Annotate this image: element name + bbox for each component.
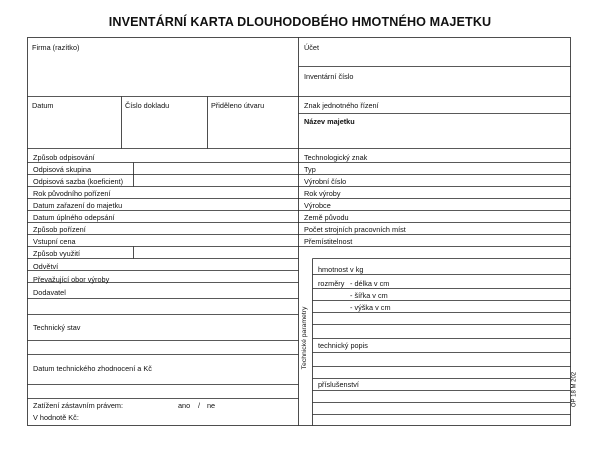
datum-label: Datum <box>32 101 54 110</box>
delka-label: - délka v cm <box>350 279 390 288</box>
hmotnost-label: hmotnost v kg <box>318 265 364 274</box>
vyska-label: - výška v cm <box>350 303 391 312</box>
left-row-label: Odvětví <box>33 262 59 271</box>
technicky-popis-label: technický popis <box>318 341 368 350</box>
left-row-label: Datum úplného odepsání <box>33 213 115 222</box>
form-title: INVENTÁRNÍ KARTA DLOUHODOBÉHO HMOTNÉHO MAJETKU <box>108 15 492 29</box>
right-row-label: Země původu <box>304 213 349 222</box>
zastava-ano: ano <box>178 401 191 410</box>
nazev-majetku-label: Název majetku <box>304 117 355 126</box>
inventarni-cislo-label: Inventární číslo <box>304 72 354 81</box>
right-row-label: Výrobce <box>304 201 331 210</box>
right-row-label: Výrobní číslo <box>304 177 347 186</box>
hodnota-label: V hodnotě Kč: <box>33 413 79 422</box>
left-row-label: Odpisová sazba (koeficient) <box>33 177 124 186</box>
left-row-label: Způsob využití <box>33 249 81 258</box>
left-row-label: Datum technického zhodnocení a Kč <box>33 364 152 373</box>
zastava-label: Zatížení zástavním právem: <box>33 401 124 410</box>
right-row-label: Typ <box>304 165 316 174</box>
sirka-label: - šířka v cm <box>350 291 388 300</box>
left-row-label: Rok původního pořízení <box>33 189 111 198</box>
rozmery-label: rozměry <box>318 279 345 288</box>
right-row-label: Počet strojních pracovních míst <box>304 225 406 234</box>
left-row-label: Převažující obor výroby <box>33 275 110 284</box>
zastava-slash: / <box>198 401 201 410</box>
left-row-label: Odpisová skupina <box>33 165 92 174</box>
left-row-label: Dodavatel <box>33 288 66 297</box>
left-row-label: Datum zařazení do majetku <box>33 201 123 210</box>
right-row-label: Rok výroby <box>304 189 341 198</box>
ucet-label: Účet <box>304 43 320 52</box>
left-row-label: Technický stav <box>33 323 81 332</box>
left-row-label: Způsob pořízení <box>33 225 86 234</box>
cislo-dokladu-label: Číslo dokladu <box>125 101 170 110</box>
form-code: OP 18 M 202 <box>571 371 578 408</box>
zastava-ne: ne <box>207 401 216 410</box>
prislusenstvi-label: příslušenství <box>318 380 359 389</box>
prideleno-utvaru-label: Přiděleno útvaru <box>211 101 265 110</box>
left-row-label: Vstupní cena <box>33 237 76 246</box>
right-row-label: Přemístitelnost <box>304 237 353 246</box>
firma-label: Firma (razítko) <box>32 43 80 52</box>
right-row-label: Technologický znak <box>304 153 368 162</box>
znak-rizeni-label: Znak jednotného řízení <box>304 101 379 110</box>
left-row-label: Způsob odpisování <box>33 153 95 162</box>
tech-params-side-label: Technické parametry <box>301 306 308 370</box>
